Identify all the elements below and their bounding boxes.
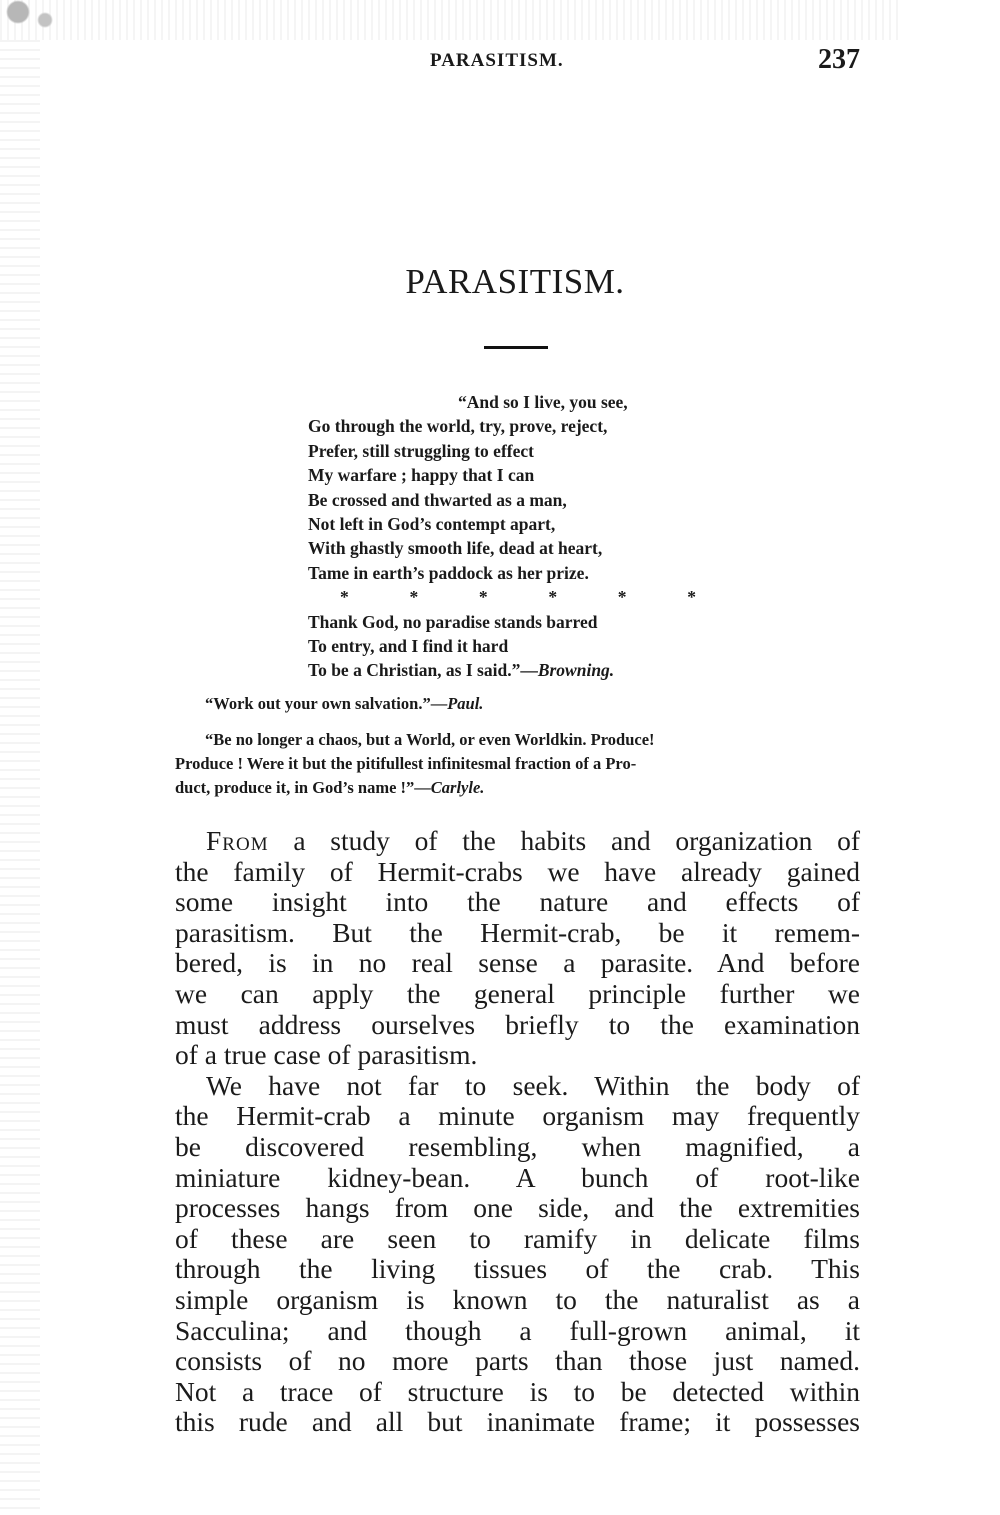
star-glyph: *	[340, 587, 349, 608]
body-line: some insight into the nature and effects of	[175, 886, 860, 918]
body-line: consists of no more parts than those just named.	[175, 1345, 860, 1377]
poem-line: My warfare ; happy that I can	[308, 465, 535, 486]
page-number: 237	[818, 44, 860, 75]
epigraph-line: Produce ! Were it but the pitifullest infinitesmal fraction of a Pro-	[175, 754, 637, 773]
star-glyph: *	[617, 587, 627, 608]
body-line: the Hermit-crab a minute organism may frequently	[175, 1100, 860, 1132]
epigraph-poem	[308, 390, 748, 683]
epigraph-line	[175, 692, 865, 716]
chapter-title: PARASITISM.	[405, 262, 625, 301]
poem-last-text: To be a Christian, as I said.”—	[308, 660, 538, 681]
poem-line: To entry, and I find it hard	[308, 635, 509, 656]
epigraph-paul	[175, 692, 865, 716]
epigraph-paul-text: “Work out your own salvation.”—	[205, 694, 448, 713]
body-text	[175, 826, 860, 1438]
body-line: of a true case of parasitism.	[175, 1039, 478, 1071]
epigraph-carlyle	[175, 728, 865, 800]
poem-line: Not left in God’s contempt apart,	[308, 513, 556, 534]
poem-line: “And so I live, you see,	[458, 392, 628, 412]
body-line: bered, is in no real sense a parasite. And before	[175, 947, 860, 979]
body-line-rest: a study of the habits and organization of	[268, 825, 860, 856]
body-line: of these are seen to ramify in delicate films	[175, 1222, 860, 1254]
body-line: we can apply the general principle further we	[175, 977, 860, 1009]
poem-line: With ghastly smooth life, dead at heart,	[308, 538, 603, 559]
poem-line: Be crossed and thwarted as a man,	[308, 489, 567, 510]
poem-line: Tame in earth’s paddock as her prize.	[308, 562, 589, 583]
poem-attribution: Browning.	[537, 660, 615, 681]
star-glyph: *	[687, 587, 696, 608]
epigraph-carlyle-last: duct, produce it, in God’s name !”—	[175, 778, 431, 797]
running-title: PARASITISM.	[430, 50, 564, 71]
running-header	[430, 44, 860, 80]
body-line: through the living tissues of the crab. This	[175, 1253, 860, 1285]
star-glyph: *	[548, 587, 558, 608]
body-line: miniature kidney-bean. A bunch of root-like	[175, 1161, 860, 1193]
star-glyph: *	[478, 587, 488, 608]
body-line: processes hangs from one side, and the extremities	[175, 1192, 860, 1224]
body-line: We have not far to seek. Within the body of	[206, 1069, 860, 1101]
body-line: must address ourselves briefly to the examination	[175, 1008, 860, 1040]
poem-line: Thank God, no paradise stands barred	[308, 611, 598, 632]
body-line: the family of Hermit-crabs we have already gained	[175, 855, 860, 887]
epigraph-paul-attribution: Paul.	[447, 694, 484, 713]
body-line: parasitism. But the Hermit-crab, be it remem-	[175, 916, 860, 948]
poem-section-break	[308, 585, 748, 609]
body-line: be discovered resembling, when magnified, a	[175, 1130, 860, 1162]
title-rule	[484, 346, 548, 349]
star-glyph: *	[409, 587, 419, 608]
body-line	[175, 826, 860, 857]
drop-word: From	[206, 825, 269, 856]
body-line: this rude and all but inanimate frame; it possesses	[175, 1406, 860, 1438]
poem-line: Go through the world, try, prove, reject,	[308, 416, 608, 437]
epigraph-carlyle-attribution: Carlyle.	[430, 778, 485, 797]
scan-noise-top	[0, 0, 900, 40]
poem-line: Prefer, still struggling to effect	[308, 440, 534, 461]
poem-line-last	[308, 658, 748, 682]
body-line: simple organism is known to the naturalist as a	[175, 1283, 860, 1315]
epigraph-line	[175, 776, 865, 800]
body-line: Not a trace of structure is to be detected within	[175, 1375, 860, 1407]
epigraph-line: “Be no longer a chaos, but a World, or even Worldkin. Produce!	[205, 730, 655, 749]
body-line: Sacculina; and though a full-grown animal, it	[175, 1314, 860, 1346]
